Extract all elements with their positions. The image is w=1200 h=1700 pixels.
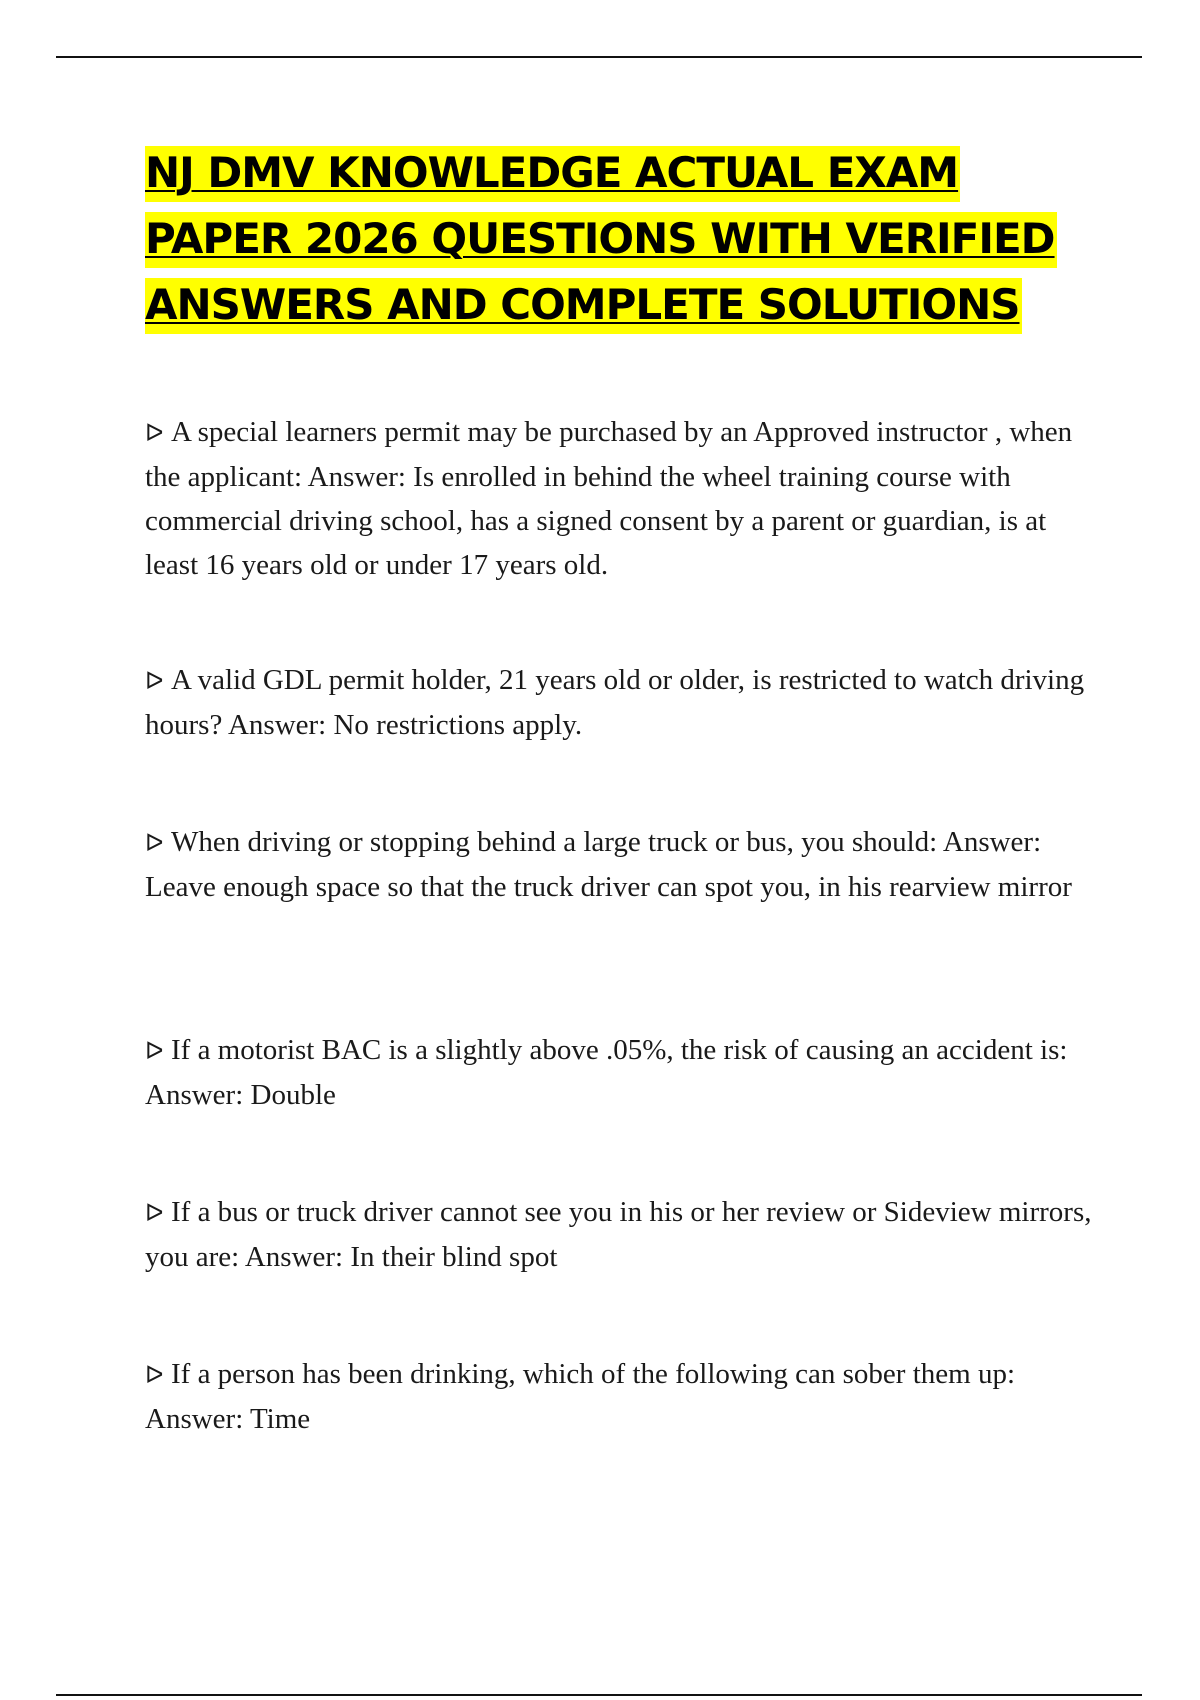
qa-text: A valid GDL permit holder, 21 years old or older, is restricted to watch driving hours? Answer: No restrictions apply. (145, 664, 1085, 741)
title-line-3: ANSWERS AND COMPLETE SOLUTIONS (145, 278, 1022, 334)
bullet-arrow-icon: ᐅ (145, 1361, 164, 1389)
bullet-arrow-icon: ᐅ (145, 829, 164, 857)
bullet-arrow-icon: ᐅ (145, 667, 164, 695)
qa-item (145, 1352, 1095, 1441)
qa-text: If a person has been drinking, which of the following can sober them up: Answer: Time (145, 1358, 1016, 1435)
title-line-1: NJ DMV KNOWLEDGE ACTUAL EXAM (145, 146, 960, 202)
document-title (145, 146, 1105, 344)
qa-item (145, 658, 1095, 747)
qa-text: If a bus or truck driver cannot see you in his or her review or Sideview mirrors, you are: Answer: In their blind spot (145, 1196, 1092, 1273)
qa-text: If a motorist BAC is a slightly above .05%, the risk of causing an accident is: Answer: Double (145, 1034, 1068, 1111)
qa-text: When driving or stopping behind a large truck or bus, you should: Answer: Leave enough space so that the truck driver can spot you, in his rearview mirror (145, 826, 1072, 903)
qa-text: A special learners permit may be purchased by an Approved instructor , when the applicant: Answer: Is enrolled in behind the wheel training course with commercial driving school, has a signed consent by a parent or guardian, is at least 16 years old or under 17 years old. (145, 416, 1073, 581)
qa-item (145, 1190, 1095, 1279)
bullet-arrow-icon: ᐅ (145, 1037, 164, 1065)
top-divider (56, 56, 1142, 58)
bullet-arrow-icon: ᐅ (145, 419, 164, 447)
qa-item (145, 410, 1095, 587)
bullet-arrow-icon: ᐅ (145, 1199, 164, 1227)
title-line-2: PAPER 2026 QUESTIONS WITH VERIFIED (145, 212, 1057, 268)
qa-item (145, 820, 1095, 909)
qa-item (145, 1028, 1095, 1117)
bottom-divider (56, 1694, 1142, 1696)
